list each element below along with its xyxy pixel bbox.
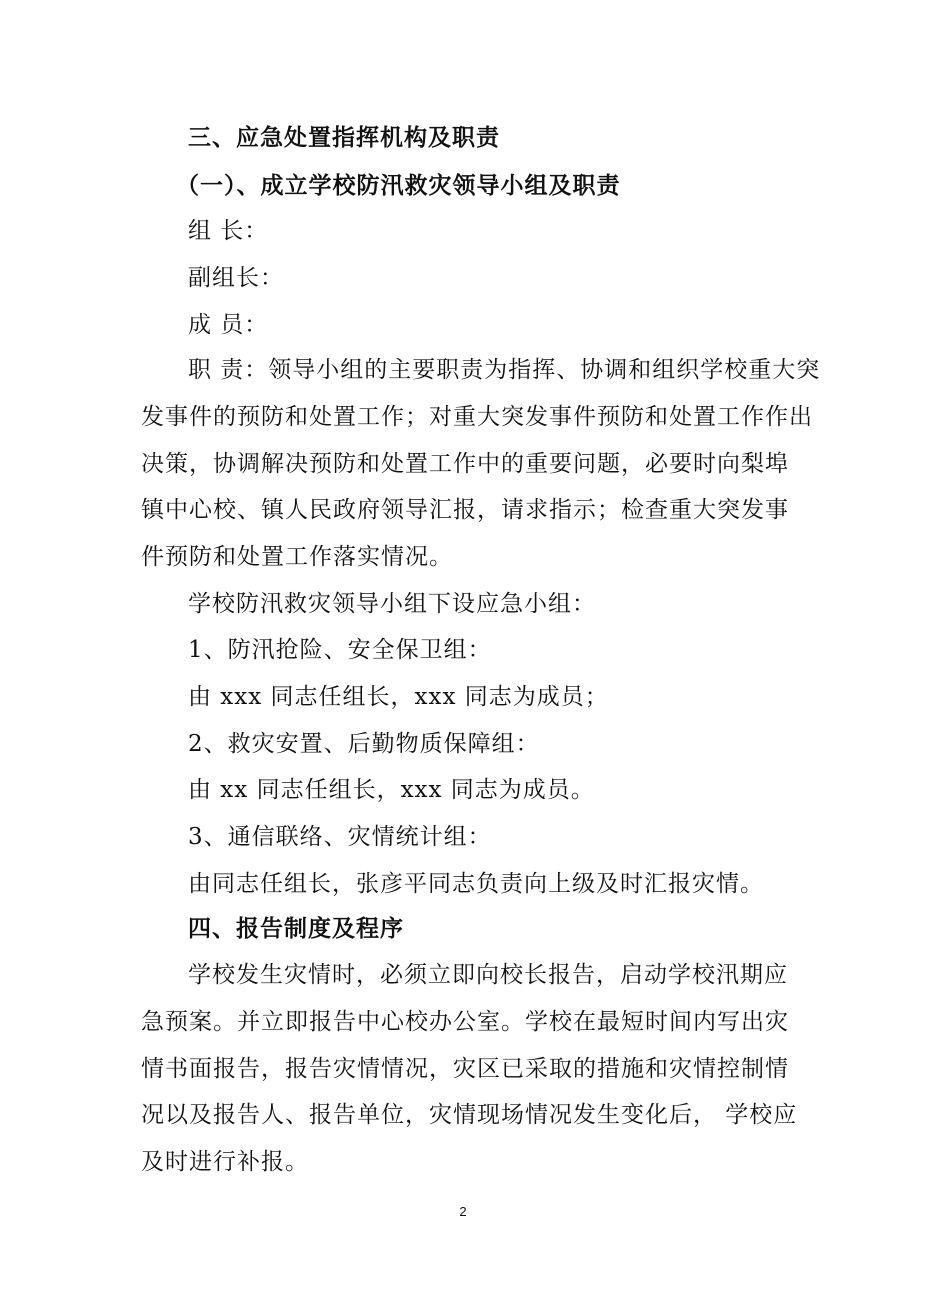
section-heading-4: 四、报告制度及程序	[188, 915, 404, 942]
duty-paragraph-line: 职 责：领导小组的主要职责为指挥、协调和组织学校重大突	[188, 357, 821, 383]
duty-paragraph-line: 镇中心校、镇人民政府领导汇报，请求指示；检查重大突发事	[141, 497, 789, 523]
groups-intro: 学校防汛救灾领导小组下设应急小组：	[188, 591, 596, 617]
leader-line: 组 长：	[188, 218, 269, 244]
group3-desc: 由同志任组长，张彦平同志负责向上级及时汇报灾情。	[188, 871, 764, 897]
report-paragraph-line: 况以及报告人、报告单位，灾情现场情况发生变化后， 学校应	[141, 1102, 798, 1128]
report-paragraph-line: 情书面报告，报告灾情情况，灾区已采取的措施和灾情控制情	[141, 1056, 789, 1082]
vice-leader-line: 副组长：	[188, 265, 284, 291]
section-heading-3: 三、应急处置指挥机构及职责	[188, 124, 500, 151]
duty-paragraph-line: 决策，协调解决预防和处置工作中的重要问题，必要时向梨埠	[141, 451, 789, 477]
duty-paragraph-line: 发事件的预防和处置工作；对重大突发事件预防和处置工作作出	[141, 404, 813, 430]
group1-desc: 由 xxx 同志任组长，xxx 同志为成员；	[188, 684, 609, 710]
report-paragraph-line: 急预案。并立即报告中心校办公室。学校在最短时间内写出灾	[141, 1009, 789, 1035]
report-paragraph-line: 学校发生灾情时，必须立即向校长报告，启动学校汛期应	[188, 962, 788, 988]
duty-paragraph-line: 件预防和处置工作落实情况。	[141, 544, 453, 570]
page-number: 2	[459, 1204, 467, 1219]
members-line: 成 员：	[188, 312, 269, 338]
group2-desc: 由 xx 同志任组长，xxx 同志为成员。	[188, 777, 595, 803]
group3-title: 3、通信联络、灾情统计组：	[188, 824, 492, 850]
group2-title: 2、救灾安置、后勤物质保障组：	[188, 731, 540, 757]
report-paragraph-line: 及时进行补报。	[141, 1149, 309, 1175]
subsection-heading-1: （一）、成立学校防汛救灾领导小组及职责	[176, 172, 621, 199]
group1-title: 1、防汛抢险、安全保卫组：	[188, 637, 492, 663]
